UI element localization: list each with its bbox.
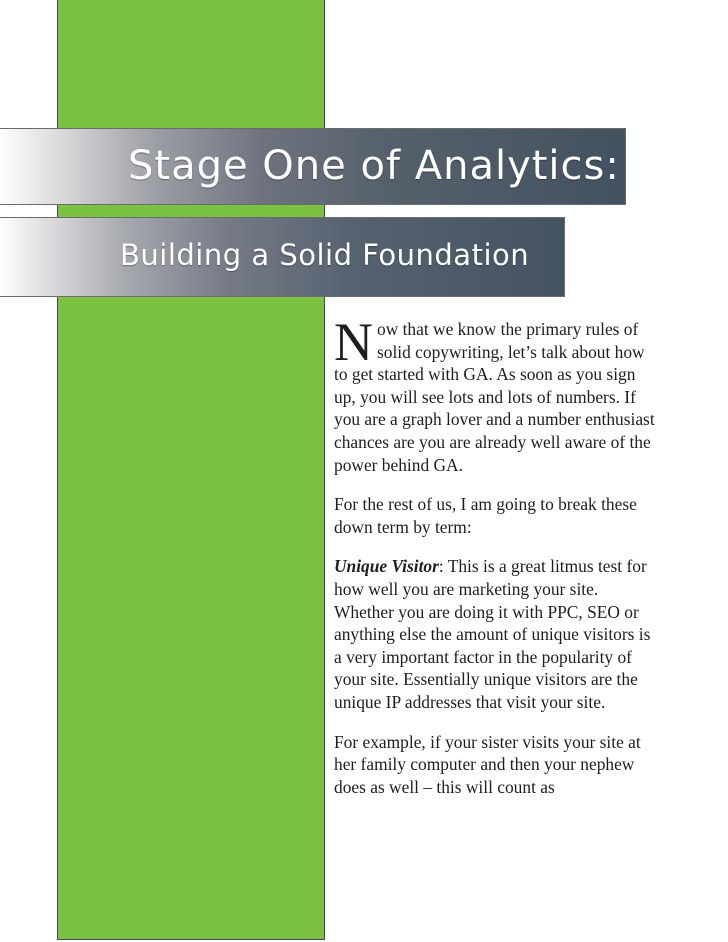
title-banner bbox=[0, 128, 626, 205]
intro-paragraph bbox=[334, 312, 660, 476]
paragraph-4: For example, if your sister visits your site at her family computer and then your nephew does as well – this will count as bbox=[334, 731, 641, 797]
subtitle-banner bbox=[0, 217, 565, 297]
intro-text: ow that we know the primary rules of solid copywriting, let’s talk about how to get started with GA. As soon as you sign up, you will see lots and lots of numbers. If you are a graph lover and a number enthusiast chances are you are already well aware of the power behind GA. bbox=[334, 319, 655, 475]
page-title: Stage One of Analytics: bbox=[128, 143, 620, 189]
term-paragraph bbox=[334, 555, 660, 713]
term-name: Unique Visitor bbox=[334, 556, 439, 577]
page-subtitle: Building a Solid Foundation bbox=[120, 238, 530, 272]
drop-cap: N bbox=[334, 312, 373, 372]
article-body bbox=[334, 312, 660, 815]
paragraph-2: For the rest of us, I am going to break these down term by term: bbox=[334, 494, 637, 537]
term-definition: : This is a great litmus test for how well you are marketing your site. Whether you are doing it with PPC, SEO or anything else the amount of unique visitors is a very important factor in the popularity of your site. Essentially unique visitors are the unique IP addresses that visit your site. bbox=[334, 556, 651, 712]
